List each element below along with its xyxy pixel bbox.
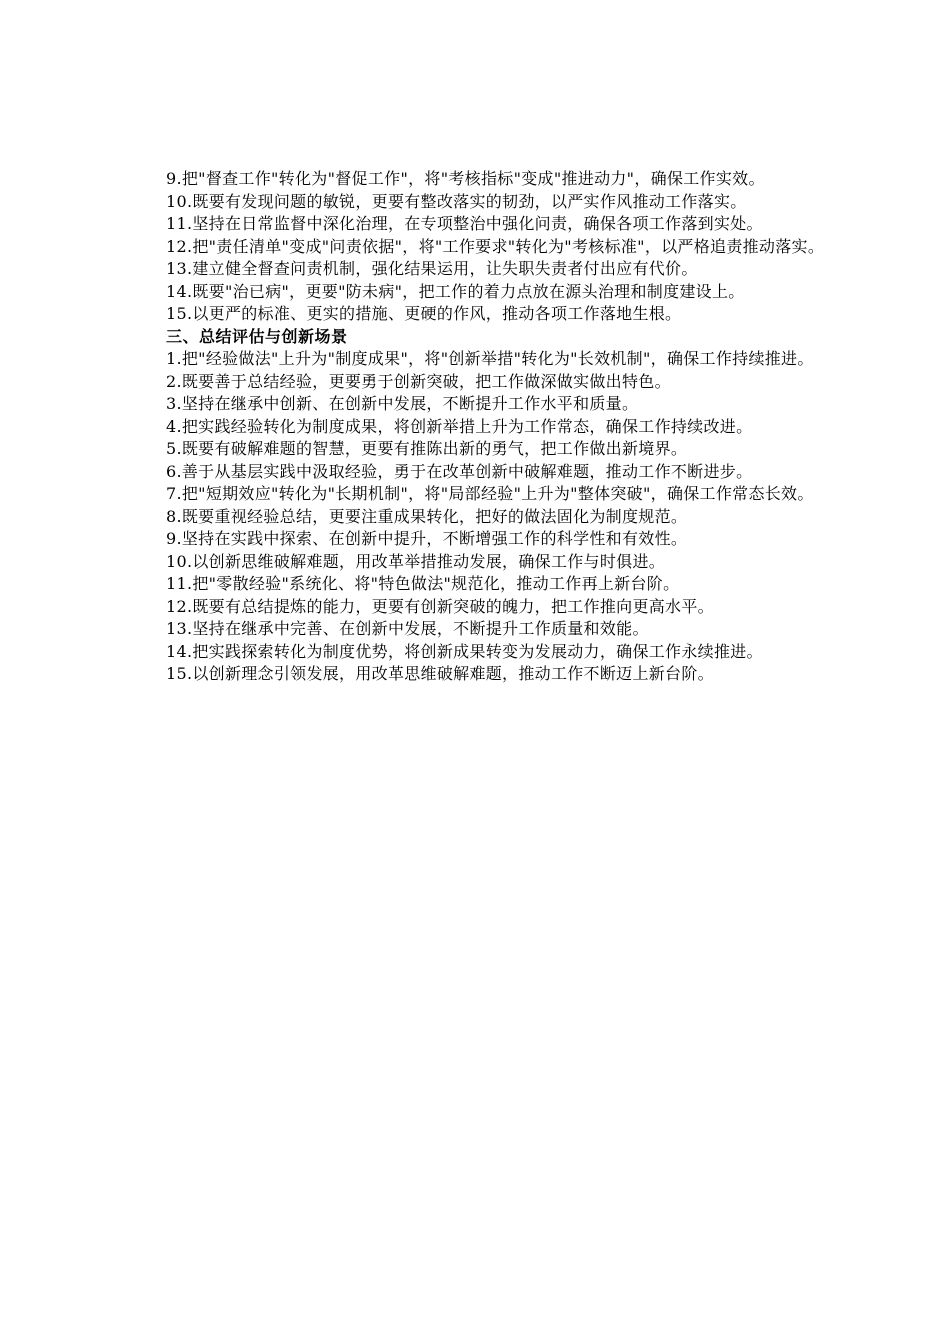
document-page xyxy=(130,168,833,686)
paragraph-s3-7: 7.把"短期效应"转化为"长期机制"，将"局部经验"上升为"整体突破"，确保工作常态长效。 xyxy=(166,484,814,503)
paragraph-s2-9: 9.把"督查工作"转化为"督促工作"，将"考核指标"变成"推进动力"，确保工作实效。 xyxy=(166,169,765,188)
paragraph-s3-6: 6.善于从基层实践中汲取经验，勇于在改革创新中破解难题，推动工作不断进步。 xyxy=(166,461,753,481)
paragraph-s3-3: 3.坚持在继承中创新、在创新中发展，不断提升工作水平和质量。 xyxy=(166,394,639,413)
paragraph-s3-15: 15.以创新理念引领发展，用改革思维破解难题，推动工作不断迈上新台阶。 xyxy=(166,664,714,683)
paragraph-s3-5: 5.既要有破解难题的智慧，更要有推陈出新的勇气，把工作做出新境界。 xyxy=(166,439,688,458)
paragraph-s3-9: 9.坚持在实践中探索、在创新中提升，不断增强工作的科学性和有效性。 xyxy=(166,529,688,548)
section-heading: 三、总结评估与创新场景 xyxy=(166,326,348,346)
paragraph-s3-11: 11.把"零散经验"系统化、将"特色做法"规范化，推动工作再上新台阶。 xyxy=(166,574,680,593)
paragraph-s3-10: 10.以创新思维破解难题，用改革举措推动发展，确保工作与时俱进。 xyxy=(166,551,666,571)
paragraph-s3-13: 13.坚持在继承中完善、在创新中发展，不断提升工作质量和效能。 xyxy=(166,619,649,638)
paragraph-s3-1: 1.把"经验做法"上升为"制度成果"，将"创新举措"转化为"长效机制"，确保工作持续推进。 xyxy=(166,349,814,368)
paragraph-s2-10: 10.既要有发现问题的敏锐，更要有整改落实的韧劲，以严实作风推动工作落实。 xyxy=(166,191,747,211)
paragraph-s3-8: 8.既要重视经验总结，更要注重成果转化，把好的做法固化为制度规范。 xyxy=(166,506,688,526)
paragraph-s3-12: 12.既要有总结提炼的能力，更要有创新突破的魄力，把工作推向更高水平。 xyxy=(166,596,714,616)
paragraph-s2-12: 12.把"责任清单"变成"问责依据"，将"工作要求"转化为"考核标准"，以严格追责推动落实。 xyxy=(166,236,825,256)
paragraph-s2-14: 14.既要"治已病"，更要"防未病"，把工作的着力点放在源头治理和制度建设上。 xyxy=(166,281,745,301)
paragraph-s3-2: 2.既要善于总结经验，更要勇于创新突破，把工作做深做实做出特色。 xyxy=(166,371,671,391)
paragraph-s3-4: 4.把实践经验转化为制度成果，将创新举措上升为工作常态，确保工作持续改进。 xyxy=(166,416,753,436)
paragraph-s2-11: 11.坚持在日常监督中深化治理，在专项整治中强化问责，确保各项工作落到实处。 xyxy=(166,214,763,233)
paragraph-s3-14: 14.把实践探索转化为制度优势，将创新成果转变为发展动力，确保工作永续推进。 xyxy=(166,641,763,661)
paragraph-s2-13: 13.建立健全督查问责机制，强化结果运用，让失职失责者付出应有代价。 xyxy=(166,259,698,278)
paragraph-s2-15: 15.以更严的标准、更实的措施、更硬的作风，推动各项工作落地生根。 xyxy=(166,304,682,323)
